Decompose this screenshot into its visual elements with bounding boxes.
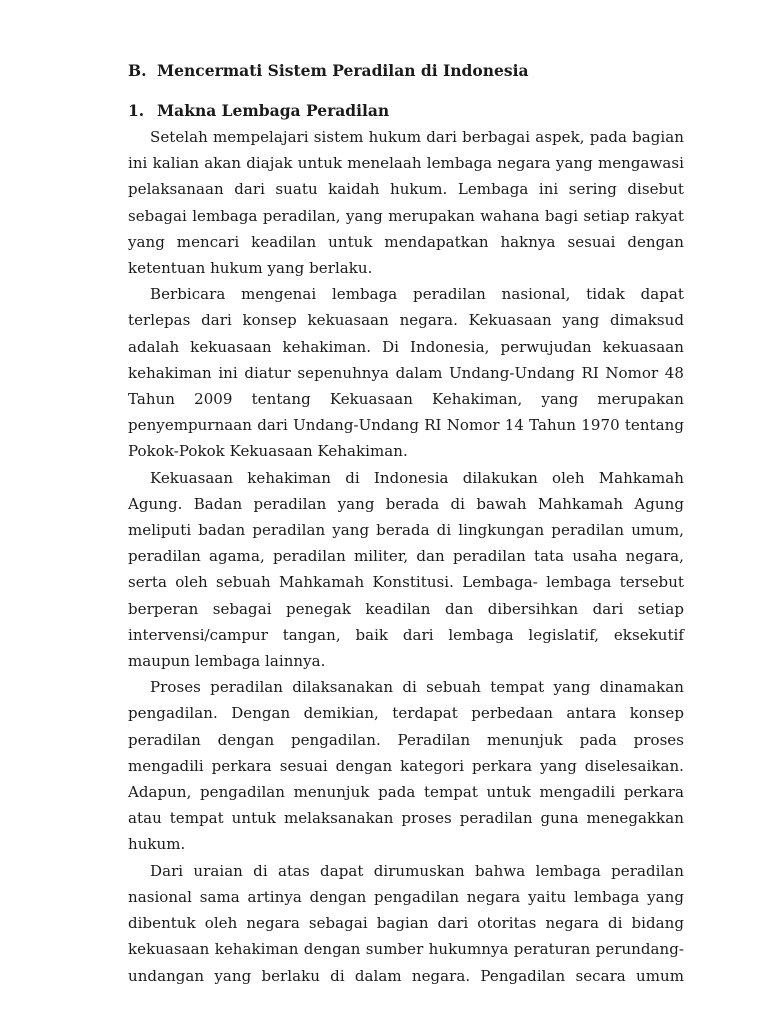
- section-label: B.: [128, 61, 147, 80]
- subsection-number: 1.: [128, 101, 145, 120]
- section-heading: [128, 58, 684, 84]
- paragraph-5: Dari uraian di atas dapat dirumuskan bahwa lembaga peradilan nasional sama artinya dengan pengadilan negara yaitu lembaga yang dibentuk oleh negara sebagai bagian dari otoritas negara di bidang kekuasaan kehakiman dengan sumber hukumnya peraturan perundang-undangan yang berlaku di dalam negara. Pengadilan secara umum: [128, 861, 684, 985]
- body-text: [128, 124, 684, 989]
- paragraph-4: Proses peradilan dilaksanakan di sebuah tempat yang dinamakan pengadilan. Dengan demikian, terdapat perbedaan antara konsep peradilan dengan pengadilan. Peradilan menunjuk pada proses mengadili perkara sesuai dengan kategori perkara yang diselesaikan. Adapun, pengadilan menunjuk pada tempat untuk mengadili perkara atau tempat untuk melaksanakan proses peradilan guna menegakkan hukum.: [128, 678, 684, 854]
- paragraph-3: Kekuasaan kehakiman di Indonesia dilakukan oleh Mahkamah Agung. Badan peradilan yang berada di bawah Mahkamah Agung meliputi badan peradilan yang berada di lingkungan peradilan umum, peradilan agama, peradilan militer, dan peradilan tata usaha negara, serta oleh sebuah Mahkamah Konstitusi. Lembaga- lembaga tersebut berperan sebagai penegak keadilan dan dibersihkan dari setiap intervensi/campur tangan, baik dari lembaga legislatif, eksekutif maupun lembaga lainnya.: [128, 468, 684, 671]
- paragraph-2: Berbicara mengenai lembaga peradilan nasional, tidak dapat terlepas dari konsep kekuasaan negara. Kekuasaan yang dimaksud adalah kekuasaan kehakiman. Di Indonesia, perwujudan kekuasaan kehakiman ini diatur sepenuhnya dalam Undang-Undang RI Nomor 48 Tahun 2009 tentang Kekuasaan Kehakiman, yang merupakan penyempurnaan dari Undang-Undang RI Nomor 14 Tahun 1970 tentang Pokok-Pokok Kekuasaan Kehakiman.: [128, 285, 684, 461]
- subsection-heading: [128, 98, 684, 124]
- paragraph-1: Setelah mempelajari sistem hukum dari berbagai aspek, pada bagian ini kalian akan diajak untuk menelaah lembaga negara yang mengawasi pelaksanaan dari suatu kaidah hukum. Lembaga ini sering disebut sebagai lembaga peradilan, yang merupakan wahana bagi setiap rakyat yang mencari keadilan untuk mendapatkan haknya sesuai dengan ketentuan hukum yang berlaku.: [128, 128, 684, 278]
- subsection-title: Makna Lembaga Peradilan: [157, 101, 390, 120]
- section-title: Mencermati Sistem Peradilan di Indonesia: [157, 61, 529, 80]
- document-page: [128, 58, 684, 989]
